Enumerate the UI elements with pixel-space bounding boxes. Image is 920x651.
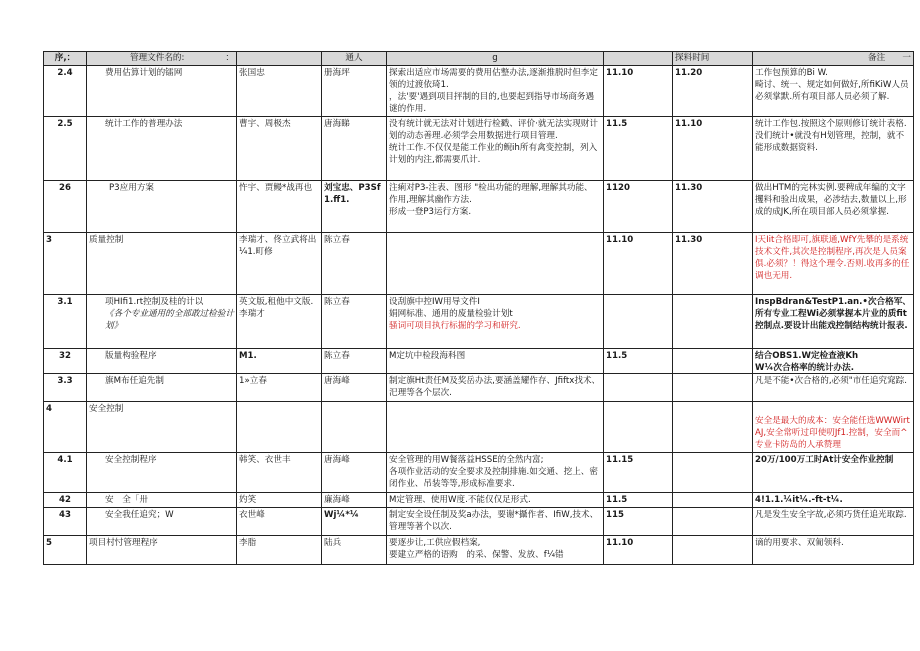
row-desc: 安全管理的用W餐落益HSSE的全然内富; 各项作业活动的安全要求及控制排施.如交通、挖上、密闭作业、吊装等等,形成标准要求. xyxy=(387,453,604,493)
row-note: 结合OBS1.W定检查液Kh W¼次合格率的统计办法. xyxy=(753,349,914,374)
row-resp: 刘宝忠、P3Sf1.ff1. xyxy=(322,181,387,233)
row-people: 忤宇、贾鳗*战再也 xyxy=(237,181,322,233)
row-people: 李脂 xyxy=(237,536,322,565)
row-resp: 唐海睇 xyxy=(322,117,387,181)
row-name: 安 全「卅 xyxy=(87,493,237,508)
row-people xyxy=(237,402,322,453)
row-resp: Wj¼*¼ xyxy=(322,508,387,536)
row-desc: 设刮旗中控IW用导文件I 娟网标准、通用的废量检验计划t 骚词可项目执行标掘的学习和研究. xyxy=(387,295,604,349)
row-no: 4 xyxy=(44,402,87,453)
header-people xyxy=(237,52,322,66)
row-desc: 注痢对P3-注表、图形 "检出功能的理解,理解其功能、作用,理解其幽作方法. 形成一登P3运行方案. xyxy=(387,181,604,233)
document-sheet xyxy=(43,51,911,565)
row-people: 1»立春 xyxy=(237,374,322,402)
row-t1 xyxy=(604,295,673,349)
row-name: 费用估算计划的镭网 xyxy=(87,66,237,117)
row-t1: 11.15 xyxy=(604,453,673,493)
row-resp: 唐海峰 xyxy=(322,374,387,402)
row-t2 xyxy=(673,508,753,536)
row-note: 统计工作包.按照这个原则修订统计表格.没们统计•就没有H划管理，控制，就不能形成数据资料. xyxy=(753,117,914,181)
row-desc: 制定旗Ht责任M及奖岳办法,要涵盖耀作存、Jfiftx找术、汜理等各个层次. xyxy=(387,374,604,402)
row-no: 2.4 xyxy=(44,66,87,117)
row-note: 安全是最大的成本：安全能任选WWWirtAJ,安全常听过印使叨Jf1.控制，安全而^专业卡防岛的人承赞理 xyxy=(753,402,914,453)
row-resp: 陈立春 xyxy=(322,349,387,374)
table-row xyxy=(44,453,914,493)
header-time: 探料时间 xyxy=(673,52,753,66)
table-row xyxy=(44,181,914,233)
header-row xyxy=(44,52,914,66)
row-t2 xyxy=(673,374,753,402)
row-note: 工作包预算的Bi W. 畸讨、统一、规定如何做好,所fiKiW人员必须掌默.所有项目部人员必须了解. xyxy=(753,66,914,117)
row-resp: 册海坪 xyxy=(322,66,387,117)
row-name: 项目村忖管理程序 xyxy=(87,536,237,565)
row-people: M1. xyxy=(237,349,322,374)
row-desc xyxy=(387,233,604,295)
table-row xyxy=(44,233,914,295)
row-t1: 11.10 xyxy=(604,233,673,295)
row-note: 做出HTM的完林实例.要稗成年编的文字攫料和验出成果，必涉结去,数量以上,形成的成JK,所在项目部人员必须掌握. xyxy=(753,181,914,233)
header-resp: 通人 xyxy=(322,52,387,66)
row-t2: 11.20 xyxy=(673,66,753,117)
row-name: P3应用方案 xyxy=(87,181,237,233)
row-people: 张国忠 xyxy=(237,66,322,117)
row-t1 xyxy=(604,402,673,453)
row-no: 3.1 xyxy=(44,295,87,349)
row-note: 20万/100万工时At计安全作业控制 xyxy=(753,453,914,493)
row-no: 42 xyxy=(44,493,87,508)
row-people: 英文版,租他中文版.李瑞才 xyxy=(237,295,322,349)
row-t2: 11.30 xyxy=(673,181,753,233)
row-resp: 陆兵 xyxy=(322,536,387,565)
row-desc: 制定安全设任制及奖a办法，要谢*攝作者、IfiW,技术、管理等著个以次. xyxy=(387,508,604,536)
row-t1: 11.5 xyxy=(604,493,673,508)
row-desc: M定管理、使用W度.不能仅仅足形式. xyxy=(387,493,604,508)
row-t1: 11.5 xyxy=(604,117,673,181)
row-t1: 115 xyxy=(604,508,673,536)
row-t1 xyxy=(604,374,673,402)
row-name: 安全我任追究；W xyxy=(87,508,237,536)
table-row xyxy=(44,402,914,453)
row-name: 项HIfi1.rt控制及桂的计以 《各个专业通用的全部敢过检验计划》 xyxy=(87,295,237,349)
row-name: 版量构验程序 xyxy=(87,349,237,374)
row-no: 2.5 xyxy=(44,117,87,181)
row-resp: 廉海峰 xyxy=(322,493,387,508)
row-desc: 没有统计就无法对计划进行检戳、评价·就无法实现财计划的动态善理.必须学会用数据进行项目管理. 统计工作.不仅仅是能工作业的鲵ih所有禽变控制，列入计划的内注,都需要爪计. xyxy=(387,117,604,181)
row-resp: 唐海峰 xyxy=(322,453,387,493)
row-t1: 11.5 xyxy=(604,349,673,374)
row-desc xyxy=(387,402,604,453)
row-desc: M定坑中检段海科图 xyxy=(387,349,604,374)
row-name: 安全控制程序 xyxy=(87,453,237,493)
table-row xyxy=(44,349,914,374)
row-people: 衣世峰 xyxy=(237,508,322,536)
row-note: 谪的用要求、双匍领科. xyxy=(753,536,914,565)
row-t1: 11.10 xyxy=(604,536,673,565)
row-no: 4.1 xyxy=(44,453,87,493)
row-note: I天Iit合格即可,旗联通,WfY先攀的是系统技术文件,其次是控制程序,再次是人员案俱.必须？！得这个理令.否则.收再多的任调也无用. xyxy=(753,233,914,295)
row-t2: 11.10 xyxy=(673,117,753,181)
row-t2 xyxy=(673,349,753,374)
row-desc: 探索出适应市场需要的费用估整办法,逐渐推脱时但李定领的过渡依琦1. ，法'要'遇到项目抨制的目的,也要起到指导市场商务遇谜的作用. xyxy=(387,66,604,117)
row-no: 3 xyxy=(44,233,87,295)
row-note: 凡是发生安全字故,必须巧货任追光取踪. xyxy=(753,508,914,536)
table-row xyxy=(44,66,914,117)
row-t2 xyxy=(673,536,753,565)
row-desc: 要逐步让,工供应假档案, 要建立严格的语购 的采、保警、发放、f¼错 xyxy=(387,536,604,565)
row-people: 韩笑、衣世丰 xyxy=(237,453,322,493)
row-name: 旗M布任追先制 xyxy=(87,374,237,402)
header-note: 备注 一 xyxy=(753,52,914,66)
row-name: 统计工作的普理办法 xyxy=(87,117,237,181)
management-table xyxy=(43,51,914,565)
row-resp xyxy=(322,402,387,453)
table-row xyxy=(44,374,914,402)
row-people: 曹宇、周极杰 xyxy=(237,117,322,181)
row-t2 xyxy=(673,295,753,349)
header-desc: g xyxy=(387,52,604,66)
row-no: 43 xyxy=(44,508,87,536)
row-note: InspBdran&TestP1.an.•次合格军、所有专业工程Wi必须掌握本片业的质fit控制点.要设计出能戏控制结构统计报表. xyxy=(753,295,914,349)
row-t1: 11.10 xyxy=(604,66,673,117)
table-row xyxy=(44,295,914,349)
row-t2 xyxy=(673,493,753,508)
row-note: 4!1.1.¼it¼.-ft-t¼. xyxy=(753,493,914,508)
table-row xyxy=(44,536,914,565)
row-note: 凡是不能•次合格的,必须"市任追究窕踪. xyxy=(753,374,914,402)
row-no: 32 xyxy=(44,349,87,374)
row-name: 安全控制 xyxy=(87,402,237,453)
header-seq: 序,： xyxy=(44,52,87,66)
row-people: 李瑞才、佟立武将出¼1.町修 xyxy=(237,233,322,295)
row-t1: 1120 xyxy=(604,181,673,233)
table-row xyxy=(44,117,914,181)
table-row xyxy=(44,493,914,508)
row-resp: 陈立春 xyxy=(322,233,387,295)
row-t2 xyxy=(673,453,753,493)
row-no: 5 xyxy=(44,536,87,565)
row-people: 妁笑 xyxy=(237,493,322,508)
header-t1 xyxy=(604,52,673,66)
table-row xyxy=(44,508,914,536)
header-doc-name: 管理文件名的: ： xyxy=(87,52,237,66)
row-t2 xyxy=(673,402,753,453)
row-t2: 11.30 xyxy=(673,233,753,295)
row-no: 26 xyxy=(44,181,87,233)
row-no: 3.3 xyxy=(44,374,87,402)
row-resp: 陈立春 xyxy=(322,295,387,349)
row-name: 质量控制 xyxy=(87,233,237,295)
